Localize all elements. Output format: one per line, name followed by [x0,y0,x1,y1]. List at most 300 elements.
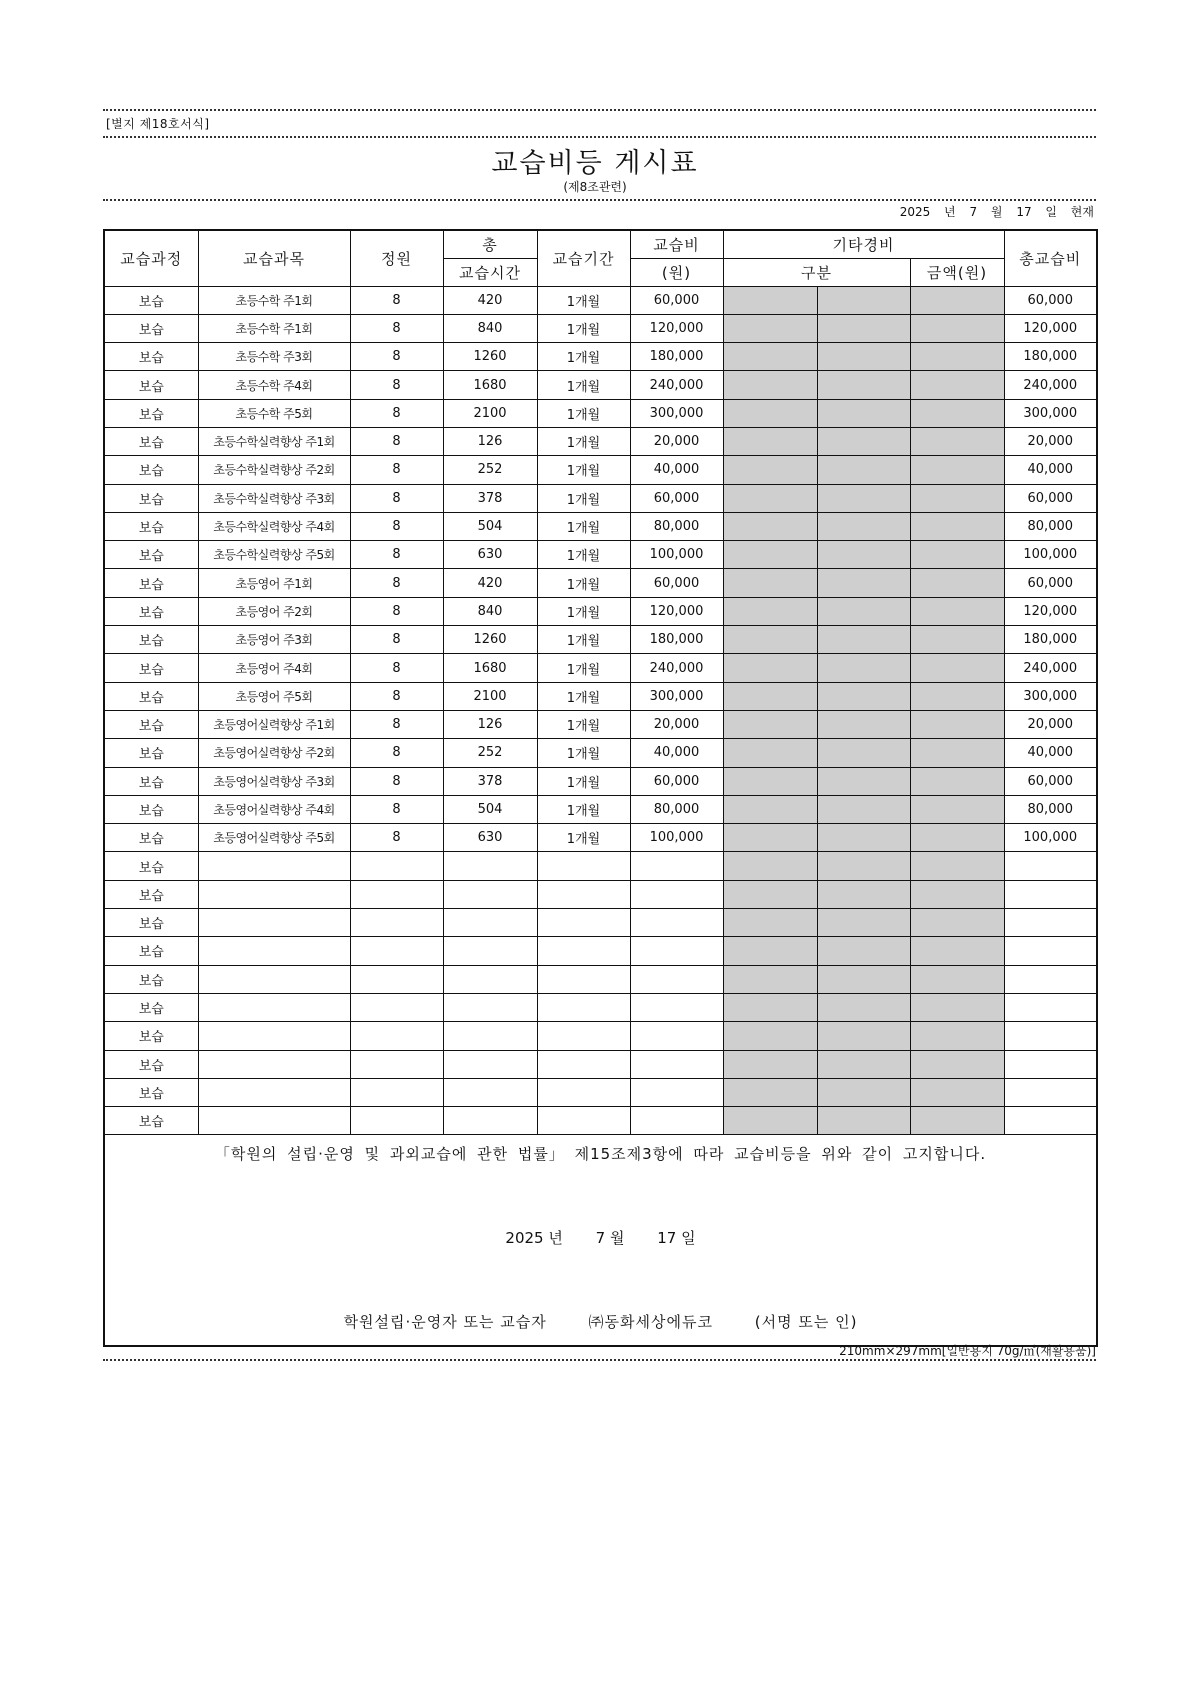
cell-fee: 80,000 [630,795,723,823]
cell-total-hours: 630 [443,541,537,569]
cell-grand-total: 300,000 [1004,682,1097,710]
cell-course: 보습 [104,710,198,738]
cell-capacity [350,909,443,937]
cell-other-category-a [723,1022,817,1050]
table-row [104,569,1097,597]
table-row [104,682,1097,710]
cell-total-hours [443,937,537,965]
cell-other-amount [910,852,1004,880]
cell-grand-total [1004,937,1097,965]
cell-capacity: 8 [350,512,443,540]
cell-total-hours: 504 [443,512,537,540]
cell-other-category-b [817,484,910,512]
cell-period [537,1107,630,1135]
header-other-amount: 금액(원) [910,258,1004,286]
cell-course: 보습 [104,795,198,823]
cell-course: 보습 [104,1078,198,1106]
cell-subject [198,1107,350,1135]
cell-other-amount [910,286,1004,314]
cell-other-category-a [723,371,817,399]
cell-total-hours: 504 [443,795,537,823]
header-capacity: 정원 [350,230,443,286]
header-course: 교습과정 [104,230,198,286]
title-rule [103,199,1096,201]
cell-period [537,1050,630,1078]
cell-capacity [350,880,443,908]
cell-fee: 300,000 [630,399,723,427]
cell-other-category-a [723,399,817,427]
cell-period: 1개월 [537,343,630,371]
cell-grand-total [1004,852,1097,880]
cell-fee: 20,000 [630,710,723,738]
cell-other-category-a [723,569,817,597]
cell-total-hours: 420 [443,569,537,597]
cell-course: 보습 [104,597,198,625]
cell-total-hours: 840 [443,314,537,342]
table-row [104,767,1097,795]
cell-capacity: 8 [350,427,443,455]
table-row [104,965,1097,993]
cell-other-amount [910,1022,1004,1050]
cell-subject [198,909,350,937]
cell-period [537,1078,630,1106]
cell-subject [198,880,350,908]
cell-other-amount [910,1050,1004,1078]
cell-subject: 초등수학 주3회 [198,343,350,371]
cell-other-amount [910,512,1004,540]
cell-course: 보습 [104,739,198,767]
cell-other-category-a [723,993,817,1021]
cell-capacity [350,965,443,993]
cell-other-category-a [723,427,817,455]
cell-grand-total [1004,880,1097,908]
cell-grand-total: 100,000 [1004,541,1097,569]
cell-other-category-a [723,541,817,569]
cell-other-category-a [723,456,817,484]
cell-grand-total: 60,000 [1004,569,1097,597]
table-row [104,597,1097,625]
cell-grand-total: 300,000 [1004,399,1097,427]
cell-period: 1개월 [537,371,630,399]
table-row [104,654,1097,682]
cell-grand-total: 60,000 [1004,286,1097,314]
cell-capacity: 8 [350,399,443,427]
cell-other-amount [910,880,1004,908]
cell-period: 1개월 [537,739,630,767]
cell-period: 1개월 [537,795,630,823]
cell-total-hours [443,1022,537,1050]
cell-total-hours: 378 [443,767,537,795]
cell-capacity [350,937,443,965]
cell-subject: 초등영어 주4회 [198,654,350,682]
cell-course: 보습 [104,541,198,569]
cell-other-category-b [817,314,910,342]
cell-fee: 40,000 [630,739,723,767]
cell-subject: 초등수학 주4회 [198,371,350,399]
cell-course: 보습 [104,682,198,710]
cell-other-category-b [817,371,910,399]
signer-name: ㈜동화세상에듀코 [588,1313,713,1332]
cell-grand-total: 40,000 [1004,739,1097,767]
cell-period [537,852,630,880]
cell-capacity: 8 [350,343,443,371]
cell-capacity: 8 [350,824,443,852]
cell-total-hours: 1680 [443,654,537,682]
cell-grand-total: 80,000 [1004,512,1097,540]
table-row [104,484,1097,512]
cell-fee: 240,000 [630,654,723,682]
cell-fee: 120,000 [630,314,723,342]
form-number-label: [별지 제18호서식] [106,117,210,131]
cell-capacity: 8 [350,569,443,597]
cell-subject: 초등수학 주1회 [198,314,350,342]
cell-other-category-a [723,739,817,767]
cell-total-hours [443,1050,537,1078]
cell-other-amount [910,824,1004,852]
cell-capacity: 8 [350,767,443,795]
cell-other-category-a [723,512,817,540]
cell-course: 보습 [104,569,198,597]
cell-fee [630,1078,723,1106]
cell-grand-total [1004,909,1097,937]
cell-total-hours [443,880,537,908]
cell-other-category-b [817,427,910,455]
table-row [104,1078,1097,1106]
cell-capacity [350,1050,443,1078]
cell-capacity: 8 [350,626,443,654]
cell-total-hours: 126 [443,427,537,455]
cell-other-amount [910,541,1004,569]
table-row [104,909,1097,937]
cell-other-amount [910,399,1004,427]
cell-capacity: 8 [350,795,443,823]
paper-spec: 210mm×297mm[일반용지 70g/㎡(재활용품)] [839,1344,1096,1358]
cell-grand-total: 120,000 [1004,314,1097,342]
bottom-dotted-rule [103,1359,1096,1361]
cell-course: 보습 [104,371,198,399]
cell-other-category-b [817,597,910,625]
cell-subject: 초등수학 주1회 [198,286,350,314]
cell-total-hours: 1260 [443,626,537,654]
cell-fee [630,1050,723,1078]
cell-subject: 초등영어실력향상 주2회 [198,739,350,767]
cell-total-hours: 252 [443,739,537,767]
cell-other-category-b [817,824,910,852]
cell-subject: 초등영어 주1회 [198,569,350,597]
table-row [104,427,1097,455]
cell-total-hours [443,1078,537,1106]
cell-capacity: 8 [350,654,443,682]
cell-fee: 120,000 [630,597,723,625]
table-row [104,937,1097,965]
cell-subject: 초등영어실력향상 주4회 [198,795,350,823]
page-subtitle: (제8조관련) [563,180,627,194]
cell-subject [198,937,350,965]
cell-course: 보습 [104,626,198,654]
legal-notice: 「학원의 설립·운영 및 과외교습에 관한 법률」 제15조제3항에 따라 교습비등을 위와 같이 고지합니다. [214,1145,987,1164]
cell-grand-total: 120,000 [1004,597,1097,625]
cell-grand-total [1004,1022,1097,1050]
cell-capacity: 8 [350,682,443,710]
cell-other-category-b [817,739,910,767]
cell-fee: 80,000 [630,512,723,540]
cell-other-category-b [817,286,910,314]
cell-course: 보습 [104,852,198,880]
cell-course: 보습 [104,909,198,937]
cell-other-amount [910,569,1004,597]
cell-period: 1개월 [537,654,630,682]
cell-grand-total: 240,000 [1004,371,1097,399]
cell-other-category-b [817,654,910,682]
table-row [104,541,1097,569]
cell-total-hours: 1260 [443,343,537,371]
cell-period: 1개월 [537,626,630,654]
cell-other-amount [910,654,1004,682]
page-title: 교습비등 게시표 [491,148,699,179]
cell-subject: 초등영어 주2회 [198,597,350,625]
cell-other-amount [910,626,1004,654]
cell-course: 보습 [104,343,198,371]
cell-other-amount [910,427,1004,455]
cell-other-amount [910,965,1004,993]
cell-other-category-a [723,654,817,682]
cell-other-category-b [817,343,910,371]
cell-total-hours [443,852,537,880]
cell-grand-total: 20,000 [1004,427,1097,455]
cell-total-hours: 378 [443,484,537,512]
cell-total-hours: 420 [443,286,537,314]
table-row [104,1022,1097,1050]
cell-subject [198,1050,350,1078]
cell-fee: 60,000 [630,484,723,512]
header-period: 교습기간 [537,230,630,286]
cell-grand-total: 40,000 [1004,456,1097,484]
cell-subject: 초등수학실력향상 주4회 [198,512,350,540]
cell-other-category-a [723,1107,817,1135]
cell-course: 보습 [104,1107,198,1135]
cell-other-category-b [817,541,910,569]
cell-course: 보습 [104,512,198,540]
cell-other-category-a [723,909,817,937]
cell-period: 1개월 [537,314,630,342]
cell-other-category-b [817,1022,910,1050]
header-subject: 교습과목 [198,230,350,286]
cell-grand-total [1004,1107,1097,1135]
table-row [104,710,1097,738]
cell-other-category-a [723,286,817,314]
cell-period: 1개월 [537,767,630,795]
cell-other-category-b [817,852,910,880]
cell-fee: 180,000 [630,626,723,654]
cell-subject: 초등수학 주5회 [198,399,350,427]
cell-capacity: 8 [350,314,443,342]
table-row [104,512,1097,540]
header-total-hours-bottom: 교습시간 [443,258,537,286]
cell-period [537,1022,630,1050]
cell-other-amount [910,371,1004,399]
cell-total-hours [443,965,537,993]
header-fee-bottom: (원) [630,258,723,286]
cell-grand-total: 20,000 [1004,710,1097,738]
table-row [104,795,1097,823]
cell-capacity: 8 [350,371,443,399]
cell-course: 보습 [104,1022,198,1050]
cell-fee: 60,000 [630,286,723,314]
cell-period: 1개월 [537,541,630,569]
cell-capacity [350,1078,443,1106]
cell-subject: 초등수학실력향상 주5회 [198,541,350,569]
cell-other-category-a [723,767,817,795]
cell-period: 1개월 [537,399,630,427]
cell-other-category-a [723,314,817,342]
cell-other-amount [910,739,1004,767]
cell-other-category-b [817,569,910,597]
cell-other-amount [910,1078,1004,1106]
header-row-1 [104,230,1097,258]
cell-fee: 180,000 [630,343,723,371]
form-label-rule [103,136,1096,138]
cell-fee: 20,000 [630,427,723,455]
cell-period: 1개월 [537,569,630,597]
table-row [104,1050,1097,1078]
cell-other-category-b [817,937,910,965]
header-total-hours-top: 총 [443,230,537,258]
cell-subject [198,993,350,1021]
cell-course: 보습 [104,1050,198,1078]
cell-grand-total: 100,000 [1004,824,1097,852]
cell-grand-total: 60,000 [1004,767,1097,795]
cell-capacity: 8 [350,456,443,484]
table-row [104,993,1097,1021]
cell-fee [630,909,723,937]
cell-course: 보습 [104,880,198,908]
cell-other-amount [910,767,1004,795]
cell-other-category-b [817,767,910,795]
cell-other-category-b [817,993,910,1021]
cell-other-category-a [723,682,817,710]
header-other-expenses: 기타경비 [723,230,1004,258]
cell-subject: 초등영어 주3회 [198,626,350,654]
cell-subject [198,852,350,880]
signature-year: 2025 년 [505,1229,563,1248]
cell-course: 보습 [104,399,198,427]
cell-total-hours: 2100 [443,399,537,427]
cell-fee: 60,000 [630,767,723,795]
cell-other-category-a [723,937,817,965]
cell-subject: 초등영어실력향상 주5회 [198,824,350,852]
cell-course: 보습 [104,286,198,314]
cell-capacity [350,1022,443,1050]
cell-other-category-b [817,682,910,710]
table-row [104,343,1097,371]
cell-other-category-a [723,1078,817,1106]
cell-grand-total: 180,000 [1004,343,1097,371]
cell-fee: 240,000 [630,371,723,399]
cell-grand-total: 60,000 [1004,484,1097,512]
cell-capacity: 8 [350,541,443,569]
cell-other-category-b [817,880,910,908]
cell-other-category-a [723,343,817,371]
cell-period: 1개월 [537,456,630,484]
cell-course: 보습 [104,484,198,512]
cell-other-amount [910,456,1004,484]
cell-subject: 초등수학실력향상 주3회 [198,484,350,512]
table-row [104,1107,1097,1135]
cell-other-category-b [817,1078,910,1106]
cell-capacity: 8 [350,597,443,625]
table-row [104,626,1097,654]
cell-other-amount [910,314,1004,342]
cell-capacity: 8 [350,286,443,314]
top-dotted-rule [103,109,1096,111]
cell-grand-total [1004,993,1097,1021]
cell-other-category-a [723,880,817,908]
cell-period: 1개월 [537,484,630,512]
cell-course: 보습 [104,937,198,965]
cell-fee [630,993,723,1021]
cell-other-amount [910,937,1004,965]
cell-fee [630,880,723,908]
cell-period: 1개월 [537,286,630,314]
cell-subject: 초등영어실력향상 주3회 [198,767,350,795]
cell-other-category-a [723,626,817,654]
cell-other-amount [910,710,1004,738]
table-row [104,399,1097,427]
signature-field: (서명 또는 인) [754,1313,858,1332]
cell-other-category-b [817,1107,910,1135]
cell-period: 1개월 [537,824,630,852]
cell-subject: 초등영어 주5회 [198,682,350,710]
cell-other-category-a [723,1050,817,1078]
cell-fee [630,852,723,880]
cell-fee [630,1022,723,1050]
cell-other-category-b [817,909,910,937]
cell-capacity [350,1107,443,1135]
cell-total-hours [443,993,537,1021]
cell-grand-total: 180,000 [1004,626,1097,654]
signer-role: 학원설립·운영자 또는 교습자 [343,1313,547,1332]
cell-subject: 초등수학실력향상 주1회 [198,427,350,455]
cell-other-amount [910,909,1004,937]
cell-other-category-a [723,824,817,852]
cell-other-category-b [817,626,910,654]
table-row [104,824,1097,852]
cell-other-category-b [817,399,910,427]
table-row [104,371,1097,399]
cell-other-category-a [723,965,817,993]
signature-month: 7 월 [595,1229,625,1248]
table-row [104,314,1097,342]
cell-course: 보습 [104,824,198,852]
cell-period [537,937,630,965]
cell-total-hours: 2100 [443,682,537,710]
cell-period: 1개월 [537,682,630,710]
cell-other-amount [910,795,1004,823]
header-fee-top: 교습비 [630,230,723,258]
cell-period: 1개월 [537,597,630,625]
cell-grand-total [1004,1050,1097,1078]
cell-grand-total [1004,965,1097,993]
cell-period [537,880,630,908]
cell-capacity: 8 [350,710,443,738]
cell-grand-total: 80,000 [1004,795,1097,823]
cell-total-hours: 126 [443,710,537,738]
cell-capacity [350,993,443,1021]
cell-other-category-b [817,456,910,484]
cell-subject [198,965,350,993]
cell-period [537,993,630,1021]
cell-subject: 초등수학실력향상 주2회 [198,456,350,484]
